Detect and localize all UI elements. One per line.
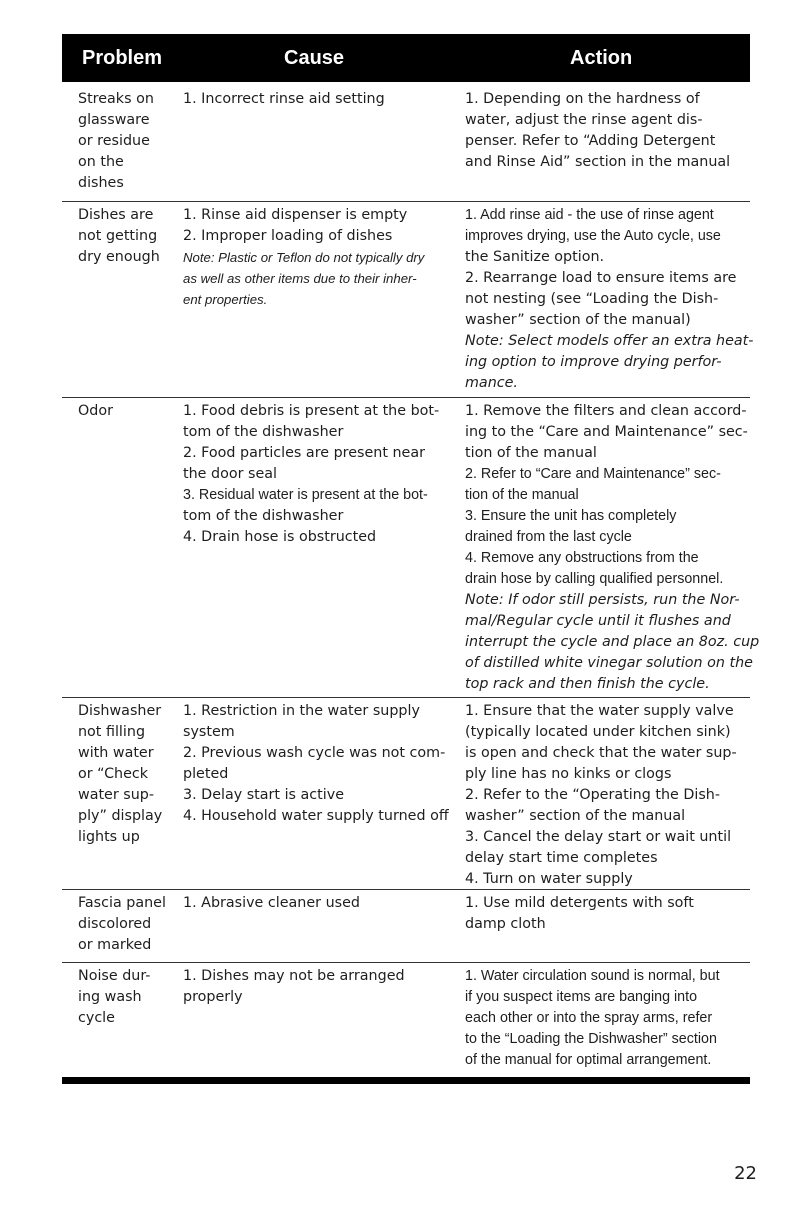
table-row xyxy=(62,966,750,1076)
text-line: Dishes are xyxy=(78,207,154,223)
row-divider xyxy=(62,697,750,698)
header-problem: Problem xyxy=(82,47,163,69)
text-line: or marked xyxy=(78,937,152,953)
text-line: is open and check that the water sup- xyxy=(465,745,737,761)
text-line: 1. Ensure that the water supply valve xyxy=(465,703,734,719)
table-row xyxy=(62,89,750,202)
header-action: Action xyxy=(570,47,633,69)
text-line: ent properties. xyxy=(183,292,268,307)
text-line: Fascia panel xyxy=(78,895,166,911)
table-row xyxy=(62,701,750,890)
text-line: Note: Select models offer an extra heat- xyxy=(465,333,754,349)
text-line: 2. Rearrange load to ensure items are xyxy=(465,270,737,286)
action-cell xyxy=(465,89,755,173)
cause-cell xyxy=(183,205,453,310)
action-cell xyxy=(465,966,755,1071)
header-cause: Cause xyxy=(284,47,345,69)
text-line: 1. Remove the filters and clean accord- xyxy=(465,403,747,419)
problem-cell xyxy=(78,893,182,956)
text-line: the door seal xyxy=(183,466,277,482)
text-line: washer” section of the manual) xyxy=(465,312,691,328)
problem-cell xyxy=(78,205,182,268)
text-line: to the “Loading the Dishwasher” section xyxy=(465,1031,717,1047)
text-line: if you suspect items are banging into xyxy=(465,989,698,1005)
text-line: 1. Abrasive cleaner used xyxy=(183,895,360,911)
text-line: the Sanitize option. xyxy=(465,249,605,265)
text-line: 2. Improper loading of dishes xyxy=(183,228,393,244)
cause-cell xyxy=(183,89,453,110)
text-line: 4. Remove any obstructions from the xyxy=(465,550,699,566)
text-line: 1. Use mild detergents with soft xyxy=(465,895,694,911)
action-cell xyxy=(465,401,760,695)
text-line: top rack and then finish the cycle. xyxy=(465,676,710,692)
text-line: dry enough xyxy=(78,249,160,265)
table-header xyxy=(62,34,750,82)
table-row xyxy=(62,205,754,398)
text-line: 4. Drain hose is obstructed xyxy=(183,529,377,545)
text-line: ing wash xyxy=(78,989,142,1005)
text-line: discolored xyxy=(78,916,152,932)
text-line: 4. Household water supply turned off xyxy=(183,808,449,824)
text-line: of distilled white vinegar solution on the xyxy=(465,655,753,671)
text-line: penser. Refer to “Adding Detergent xyxy=(465,133,716,149)
text-line: 4. Turn on water supply xyxy=(465,871,633,887)
text-line: ing to the “Care and Maintenance” sec- xyxy=(465,424,748,440)
text-line: 2. Refer to the “Operating the Dish- xyxy=(465,787,721,803)
cause-cell xyxy=(183,701,453,827)
text-line: 2. Refer to “Care and Maintenance” sec- xyxy=(465,466,721,482)
text-line: each other or into the spray arms, refer xyxy=(465,1010,713,1026)
text-line: lights up xyxy=(78,829,140,845)
text-line: drained from the last cycle xyxy=(465,529,632,545)
problem-cell xyxy=(78,701,182,848)
action-cell xyxy=(465,205,755,394)
text-line: of the manual for optimal arrangement. xyxy=(465,1052,712,1068)
text-line: 3. Ensure the unit has completely xyxy=(465,508,677,524)
table-row xyxy=(62,893,750,963)
text-line: 1. Add rinse aid - the use of rinse agent xyxy=(465,207,714,223)
row-divider xyxy=(62,201,750,202)
row-divider xyxy=(62,889,750,890)
text-line: mal/Regular cycle until it flushes and xyxy=(465,613,731,629)
text-line: Odor xyxy=(78,403,113,419)
text-line: 3. Cancel the delay start or wait until xyxy=(465,829,732,845)
text-line: not getting xyxy=(78,228,158,244)
text-line: Streaks on xyxy=(78,91,154,107)
cause-cell xyxy=(183,893,453,914)
text-line: delay start time completes xyxy=(465,850,658,866)
text-line: (typically located under kitchen sink) xyxy=(465,724,731,740)
text-line: dishes xyxy=(78,175,124,191)
action-cell xyxy=(465,701,755,890)
bottom-rule xyxy=(62,1077,750,1084)
text-line: with water xyxy=(78,745,154,761)
text-line: 1. Water circulation sound is normal, but xyxy=(465,968,720,984)
action-cell xyxy=(465,893,755,935)
text-line: 2. Food particles are present near xyxy=(183,445,425,461)
text-line: ing option to improve drying perfor- xyxy=(465,354,722,370)
text-line: as well as other items due to their inher- xyxy=(183,271,417,286)
text-line: Note: If odor still persists, run the Nor- xyxy=(465,592,740,608)
text-line: or “Check xyxy=(78,766,149,782)
text-line: interrupt the cycle and place an 8oz. cup xyxy=(465,634,760,650)
problem-cell xyxy=(78,401,182,422)
text-line: tom of the dishwasher xyxy=(183,508,344,524)
text-line: ply” display xyxy=(78,808,163,824)
text-line: pleted xyxy=(183,766,229,782)
text-line: washer” section of the manual xyxy=(465,808,686,824)
text-line: not nesting (see “Loading the Dish- xyxy=(465,291,719,307)
text-line: water sup- xyxy=(78,787,155,803)
text-line: improves drying, use the Auto cycle, use xyxy=(465,228,721,244)
cause-cell xyxy=(183,966,453,1008)
page-number: 22 xyxy=(734,1163,757,1184)
text-line: damp cloth xyxy=(465,916,546,932)
text-line: 1. Depending on the hardness of xyxy=(465,91,700,107)
text-line: on the xyxy=(78,154,124,170)
text-line: 1. Restriction in the water supply xyxy=(183,703,420,719)
cause-cell xyxy=(183,401,453,548)
text-line: Note: Plastic or Teflon do not typically dry xyxy=(183,250,425,265)
text-line: drain hose by calling qualified personnel. xyxy=(465,571,724,587)
text-line: glassware xyxy=(78,112,150,128)
text-line: cycle xyxy=(78,1010,115,1026)
table-row xyxy=(62,401,760,698)
text-line: mance. xyxy=(465,375,518,391)
text-line: and Rinse Aid” section in the manual xyxy=(465,154,731,170)
text-line: ply line has no kinks or clogs xyxy=(465,766,672,782)
text-line: 1. Food debris is present at the bot- xyxy=(183,403,440,419)
text-line: Dishwasher xyxy=(78,703,162,719)
text-line: 3. Residual water is present at the bot- xyxy=(183,487,428,503)
text-line: properly xyxy=(183,989,243,1005)
problem-cell xyxy=(78,966,182,1029)
text-line: 2. Previous wash cycle was not com- xyxy=(183,745,446,761)
text-line: tom of the dishwasher xyxy=(183,424,344,440)
text-line: 1. Dishes may not be arranged xyxy=(183,968,405,984)
text-line: Noise dur- xyxy=(78,968,151,984)
text-line: or residue xyxy=(78,133,150,149)
text-line: system xyxy=(183,724,235,740)
problem-cell xyxy=(78,89,182,194)
text-line: not filling xyxy=(78,724,146,740)
text-line: water, adjust the rinse agent dis- xyxy=(465,112,703,128)
text-line: tion of the manual xyxy=(465,445,597,461)
text-line: 1. Incorrect rinse aid setting xyxy=(183,91,385,107)
row-divider xyxy=(62,962,750,963)
row-divider xyxy=(62,397,750,398)
text-line: tion of the manual xyxy=(465,487,579,503)
text-line: 1. Rinse aid dispenser is empty xyxy=(183,207,408,223)
text-line: 3. Delay start is active xyxy=(183,787,344,803)
